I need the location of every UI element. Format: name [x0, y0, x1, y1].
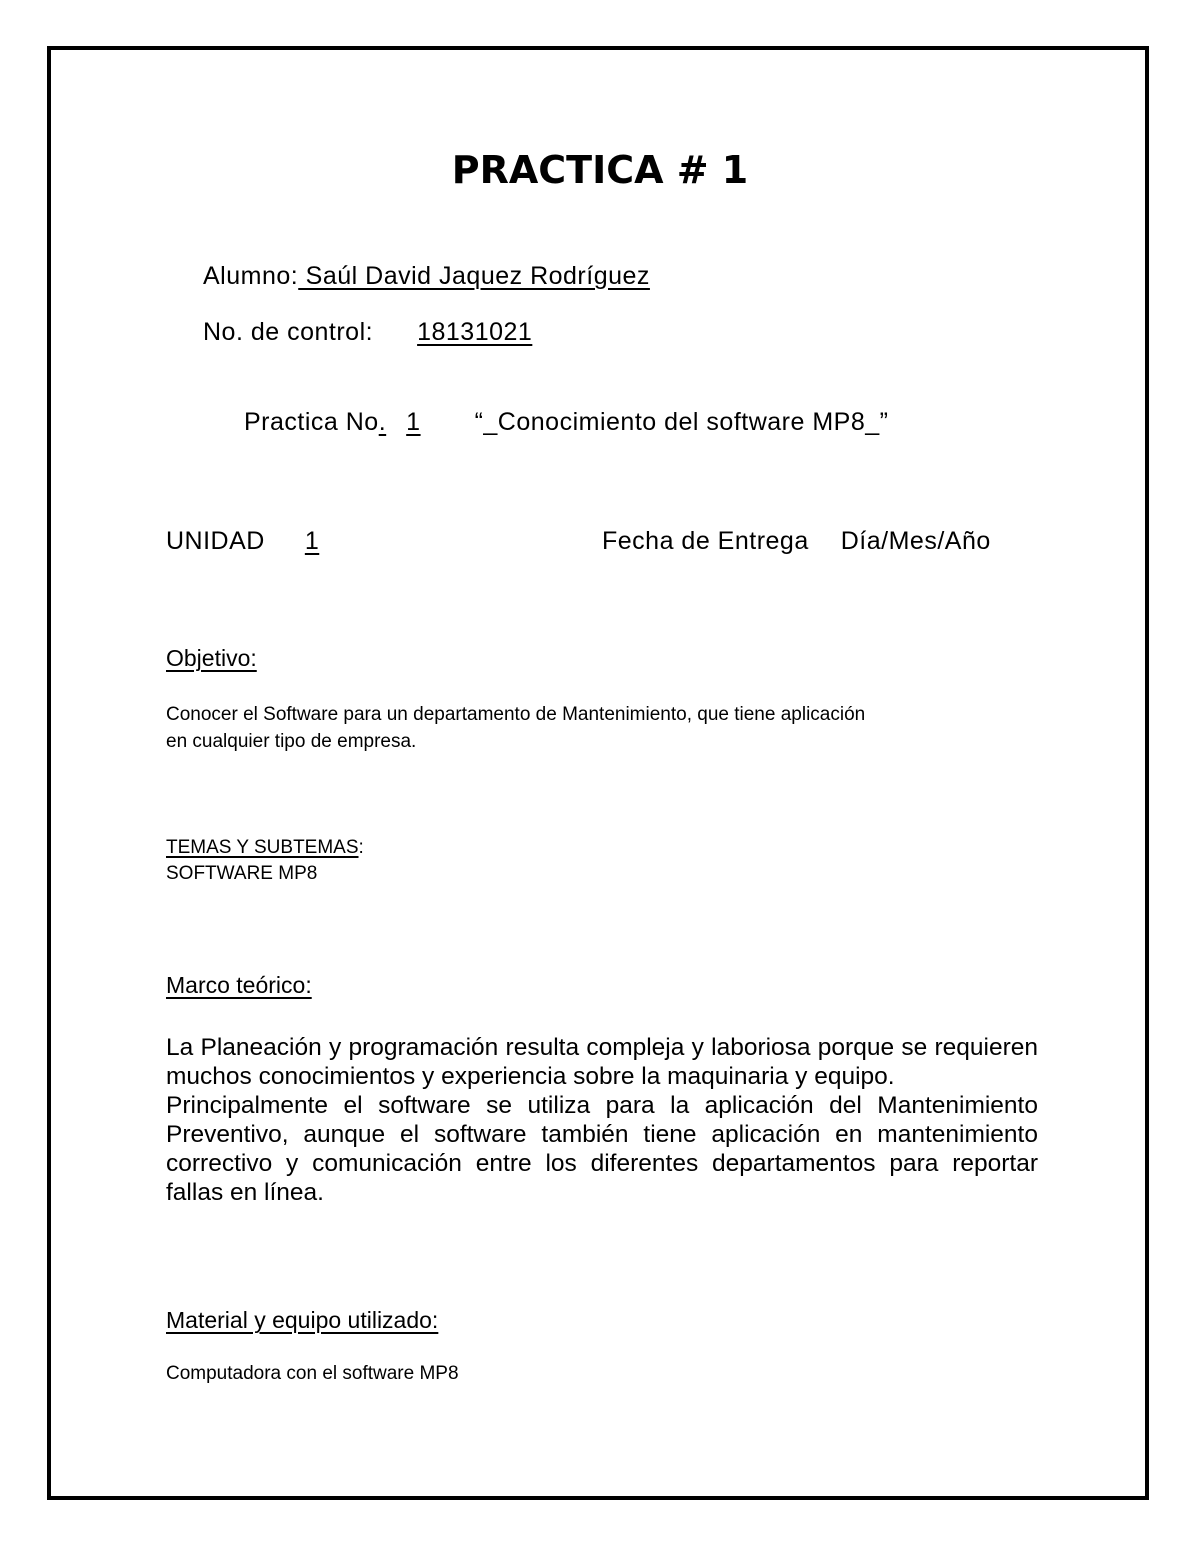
unit-number-field — [275, 527, 367, 555]
student-row — [203, 260, 650, 292]
unit-label: UNIDAD — [166, 527, 265, 555]
topics-heading: TEMAS Y SUBTEMAS — [166, 837, 359, 858]
theory-paragraph-1: La Planeación y programación resulta compleja y laboriosa porque se requieren muchos conocimientos y experiencia sobre la maquinaria y equipo. — [166, 1034, 1038, 1090]
date-label: Fecha de Entrega — [602, 527, 809, 555]
date-row — [602, 525, 991, 557]
practice-label: Practica No — [244, 408, 379, 436]
objective-line-1: Conocer el Software para un departamento de Mantenimiento, que tiene aplicación — [166, 704, 866, 725]
theory-paragraph-2: Principalmente el software se utiliza para la aplicación del Mantenimiento Preventivo, aunque el software también tiene aplicación en mantenimiento correctivo y comunicación entre los diferentes departamentos para reportar fallas en línea. — [166, 1092, 1038, 1206]
theory-heading: Marco teórico: — [166, 972, 312, 998]
page-title: PRACTICA # 1 — [451, 148, 749, 192]
control-row — [203, 316, 558, 348]
practice-number-field: . 1 — [378, 408, 421, 436]
control-label: No. de control: — [203, 318, 374, 346]
practice-number: 1 — [406, 408, 421, 436]
materials-heading: Material y equipo utilizado: — [166, 1307, 439, 1333]
topics-heading-row — [166, 836, 364, 860]
unit-row — [166, 525, 367, 557]
control-number: 18131021 — [417, 318, 533, 346]
control-number-field — [405, 318, 558, 346]
practice-title: “_Conocimiento del software MP8_” — [474, 408, 889, 436]
materials-item: Computadora con el software MP8 — [166, 1363, 459, 1384]
practice-row — [244, 406, 888, 438]
date-value: Día/Mes/Año — [840, 527, 991, 555]
student-label: Alumno: — [203, 262, 299, 290]
topics-heading-colon: : — [358, 837, 364, 858]
unit-number: 1 — [304, 527, 320, 555]
objective-line-2: en cualquier tipo de empresa. — [166, 731, 417, 752]
theory-body — [166, 1033, 1038, 1207]
student-name: Saúl David Jaquez Rodríguez — [298, 262, 650, 290]
topics-item: SOFTWARE MP8 — [166, 863, 318, 884]
objective-heading: Objetivo: — [166, 645, 257, 671]
